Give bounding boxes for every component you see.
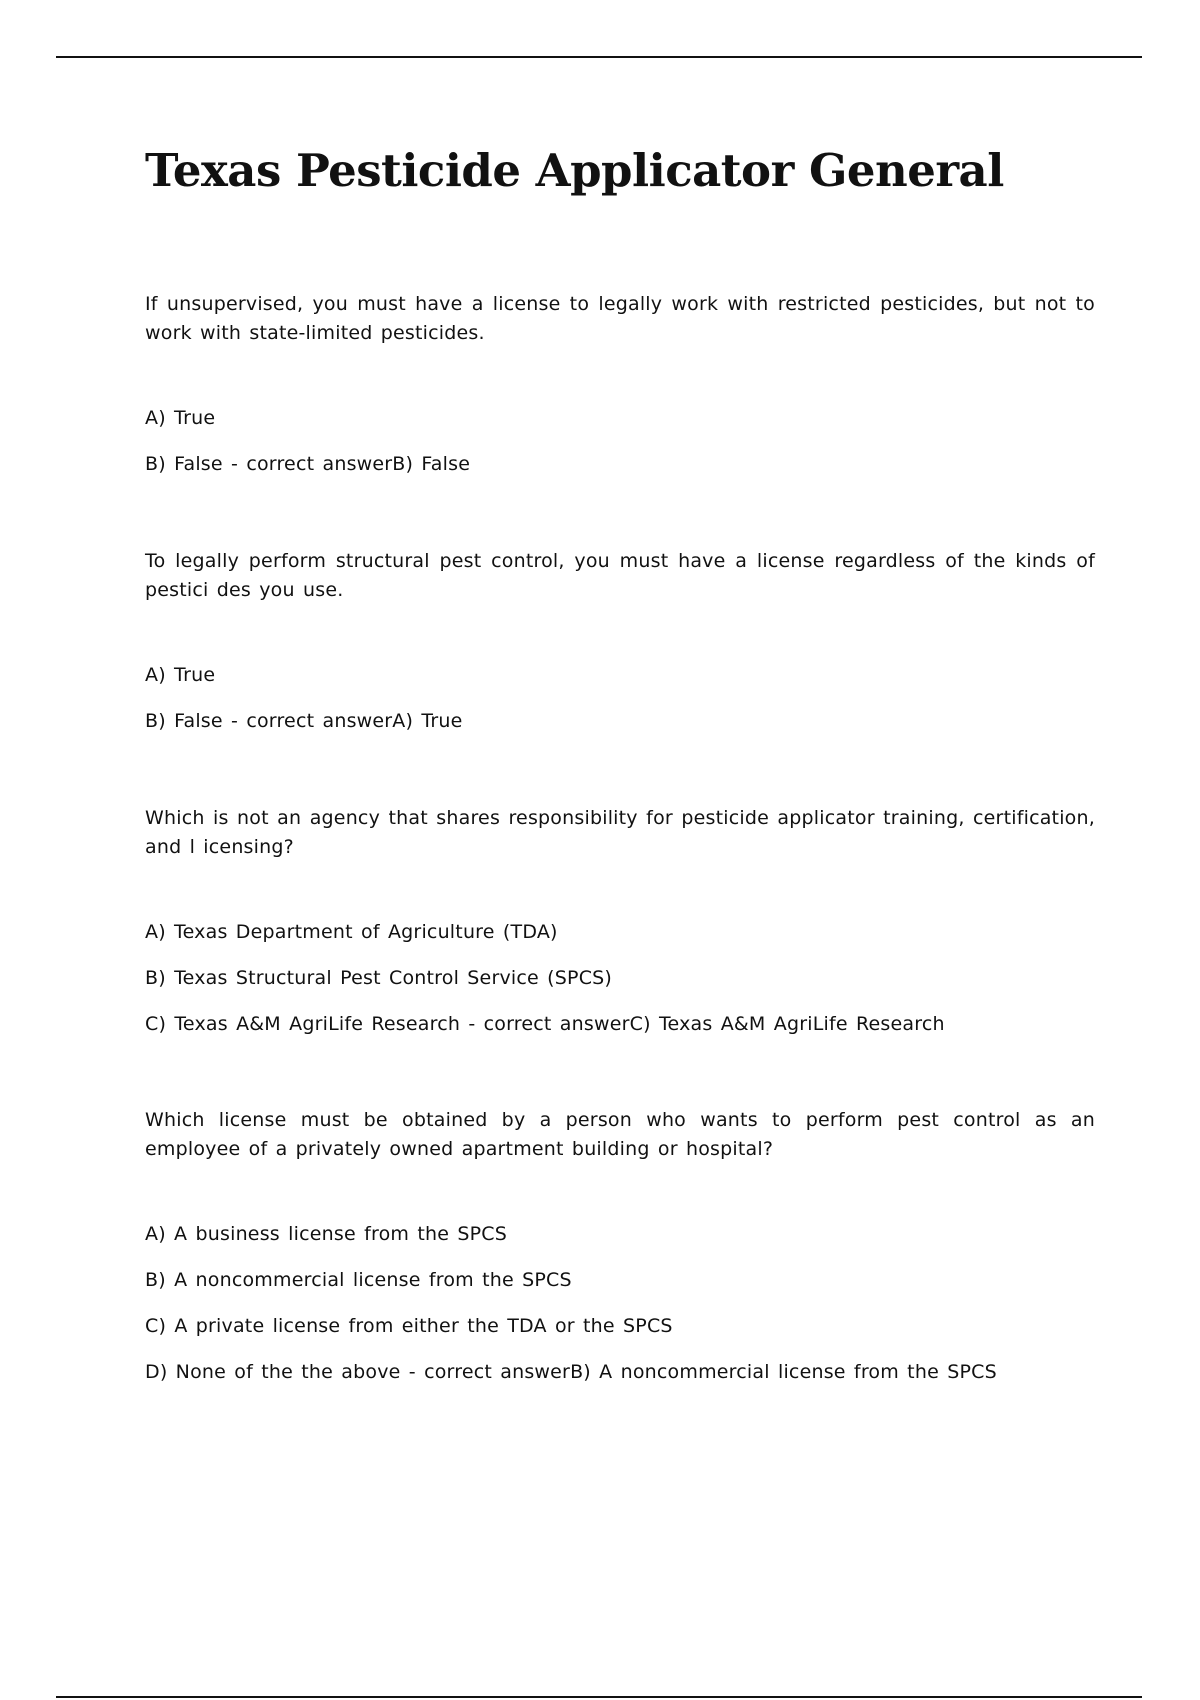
answer-option: C) A private license from either the TDA or the SPCS <box>145 1315 673 1337</box>
answer-option: B) False - correct answerA) True <box>145 710 463 732</box>
question-text: If unsupervised, you must have a license to legally work with restricted pesticides, but not to work with state-limited pesticides. <box>145 293 1095 344</box>
answer-option: B) Texas Structural Pest Control Service (SPCS) <box>145 967 613 989</box>
answer-options <box>145 1220 1095 1386</box>
top-divider <box>56 56 1142 58</box>
answer-option: B) False - correct answerB) False <box>145 453 471 475</box>
question-block-1 <box>145 290 1095 478</box>
question-text: To legally perform structural pest control, you must have a license regardless of the kinds of pestici des you use. <box>145 550 1095 601</box>
answer-option: A) True <box>145 407 216 429</box>
answer-option: A) True <box>145 664 216 686</box>
answer-option: D) None of the the above - correct answerB) A noncommercial license from the SPCS <box>145 1361 997 1383</box>
question-block-2 <box>145 547 1095 735</box>
bottom-divider <box>56 1696 1142 1698</box>
answer-options <box>145 918 1095 1038</box>
answer-option: C) Texas A&M AgriLife Research - correct answerC) Texas A&M AgriLife Research <box>145 1013 945 1035</box>
answer-option: B) A noncommercial license from the SPCS <box>145 1269 572 1291</box>
answer-option: A) Texas Department of Agriculture (TDA) <box>145 921 558 943</box>
question-block-3 <box>145 804 1095 1038</box>
answer-option: A) A business license from the SPCS <box>145 1223 508 1245</box>
answer-options <box>145 661 1095 735</box>
question-block-4 <box>145 1106 1095 1386</box>
answer-options <box>145 404 1095 478</box>
page-title: Texas Pesticide Applicator General <box>145 144 1004 197</box>
question-text: Which license must be obtained by a person who wants to perform pest control as an employee of a privately owned apartment building or hospital? <box>145 1109 1095 1160</box>
question-text: Which is not an agency that shares responsibility for pesticide applicator training, certification, and l icensing? <box>145 807 1095 858</box>
